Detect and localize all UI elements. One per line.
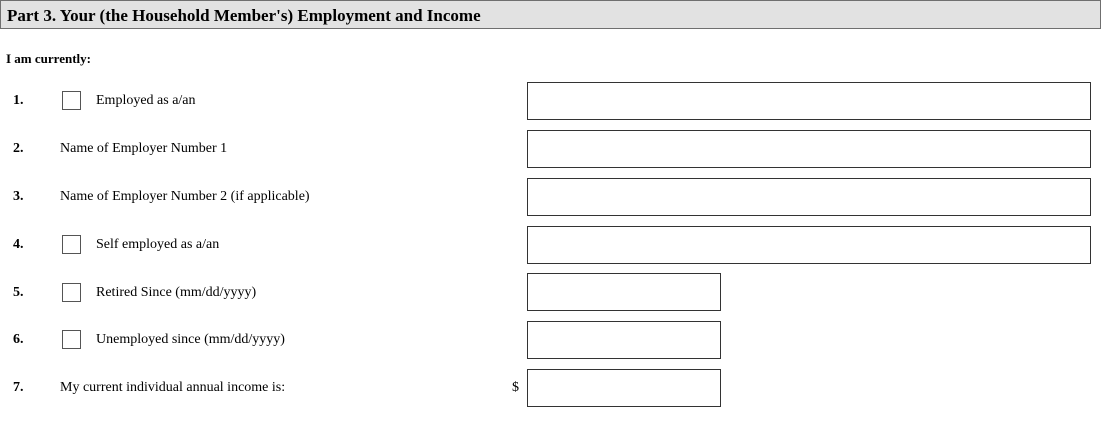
unemployed-label: Unemployed since (mm/dd/yyyy) <box>96 332 285 347</box>
employed-checkbox[interactable] <box>62 91 81 110</box>
self-employed-label: Self employed as a/an <box>96 237 220 252</box>
form-row-employer-1 <box>0 130 1105 168</box>
self-employed-checkbox[interactable] <box>62 235 81 254</box>
form-row-retired <box>0 273 1105 311</box>
item-number: 3. <box>13 189 24 204</box>
self-employed-input[interactable] <box>527 226 1091 264</box>
employer-1-input[interactable] <box>527 130 1091 168</box>
employed-as-input[interactable] <box>527 82 1091 120</box>
form-row-self-employed <box>0 226 1105 264</box>
form-row-unemployed <box>0 321 1105 359</box>
employer-2-label: Name of Employer Number 2 (if applicable) <box>60 189 310 204</box>
dollar-sign: $ <box>512 380 519 395</box>
employer-1-label: Name of Employer Number 1 <box>60 141 228 156</box>
intro-label: I am currently: <box>6 51 91 66</box>
retired-checkbox[interactable] <box>62 283 81 302</box>
annual-income-label: My current individual annual income is: <box>60 380 286 395</box>
section-header <box>0 0 1101 29</box>
retired-date-input[interactable] <box>527 273 721 311</box>
section-title: Part 3. Your (the Household Member's) Employment and Income <box>7 6 481 25</box>
annual-income-input[interactable] <box>527 369 721 407</box>
form-row-employed <box>0 82 1105 120</box>
item-number: 5. <box>13 285 24 300</box>
employer-2-input[interactable] <box>527 178 1091 216</box>
unemployed-checkbox[interactable] <box>62 330 81 349</box>
item-number: 4. <box>13 237 24 252</box>
retired-label: Retired Since (mm/dd/yyyy) <box>96 285 257 300</box>
form-row-employer-2 <box>0 178 1105 216</box>
item-number: 7. <box>13 380 24 395</box>
item-number: 6. <box>13 332 24 347</box>
item-number: 1. <box>13 93 24 108</box>
unemployed-date-input[interactable] <box>527 321 721 359</box>
employed-label: Employed as a/an <box>96 93 196 108</box>
item-number: 2. <box>13 141 24 156</box>
form-row-annual-income <box>0 369 1105 407</box>
